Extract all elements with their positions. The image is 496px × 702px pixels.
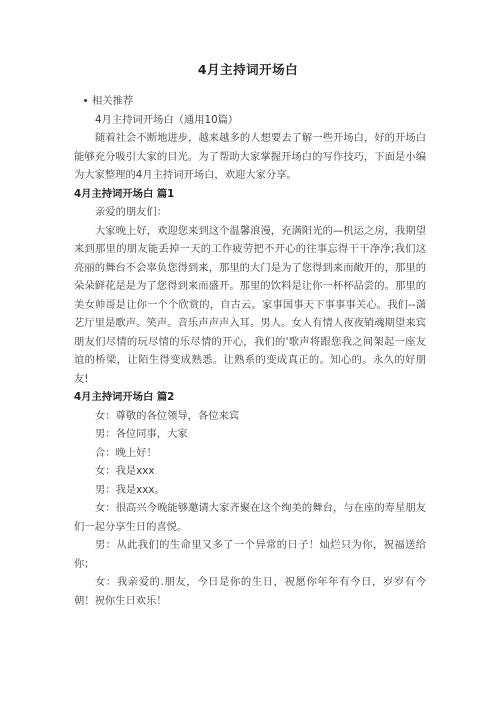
- dialogue-line: 女：尊敬的各位领导，各位来宾: [95, 409, 240, 422]
- related-link[interactable]: [74, 92, 426, 111]
- dialogue-line: 男：各位同事，大家: [95, 428, 188, 440]
- related-label: 相关推荐: [92, 95, 134, 107]
- section2-heading: 4月主持词开场白 篇2: [74, 391, 175, 403]
- dialogue-line: 女：很高兴今晚能够邀请大家齐聚在这个绚美的舞台，与在座的寿星朋友们一起分享生日的喜悦。: [74, 502, 426, 533]
- section1-greeting: 亲爱的朋友们：: [95, 206, 168, 218]
- section1-heading: 4月主持词开场白 篇1: [74, 187, 175, 200]
- dialogue-line: 合：晚上好！: [95, 446, 157, 459]
- document-subtitle: 4月主持词开场白（通用10篇）: [95, 113, 239, 126]
- dialogue-line: 男：我是xxx。: [95, 483, 165, 496]
- intro-paragraph: 随着社会不断地进步，越来越多的人想要去了解一些开场白，好的开场白能够充分吸引大家的目光。为了帮助大家掌握开场白的写作技巧，下面是小编为大家整理的4月主持词开场白，欢迎大家分享。: [74, 132, 426, 181]
- document-body: [74, 92, 426, 610]
- dialogue-line: 男：从此我们的生命里又多了一个异常的日子！灿烂只为你，祝福送给你；: [74, 539, 426, 570]
- document-title: 4月主持词开场白: [197, 62, 299, 77]
- bullet-icon: [84, 99, 87, 102]
- section1-body: 大家晚上好，欢迎您来到这个温馨浪漫，充满阳光的—机运之房，我期望来到那里的朋友能丢掉一天的工作疲劳把不开心的往事忘得干干净净;我们这亮丽的舞台不会辜负您得到来，那里的大门是为了您得到来而敞开的，那里的朵朵鲜花是是为了您得到来而盛开。那里的饮料是让你一杯杯品尝的。那里的美女帅哥是让你一个个欣赏的，自古云。家事国事天下事事事关心。我们--潇艺厅里是歌声。笑声。音乐声声声入耳。男人。女人有情人夜夜销魂期望来宾朋友们尽情的玩尽情的乐尽情的开心，我们的'歌声将跟您我之间架起一座友谊的桥梁，让陌生得变成熟悉。让熟系的变成真正的。知心的。永久的好朋友!: [74, 224, 426, 385]
- dialogue-line: 女：我是xxx: [95, 465, 155, 477]
- dialogue-line: 女：我亲爱的.朋友，今日是你的生日，祝愿你年年有今日，岁岁有今朝！祝你生日欢乐！: [74, 576, 426, 607]
